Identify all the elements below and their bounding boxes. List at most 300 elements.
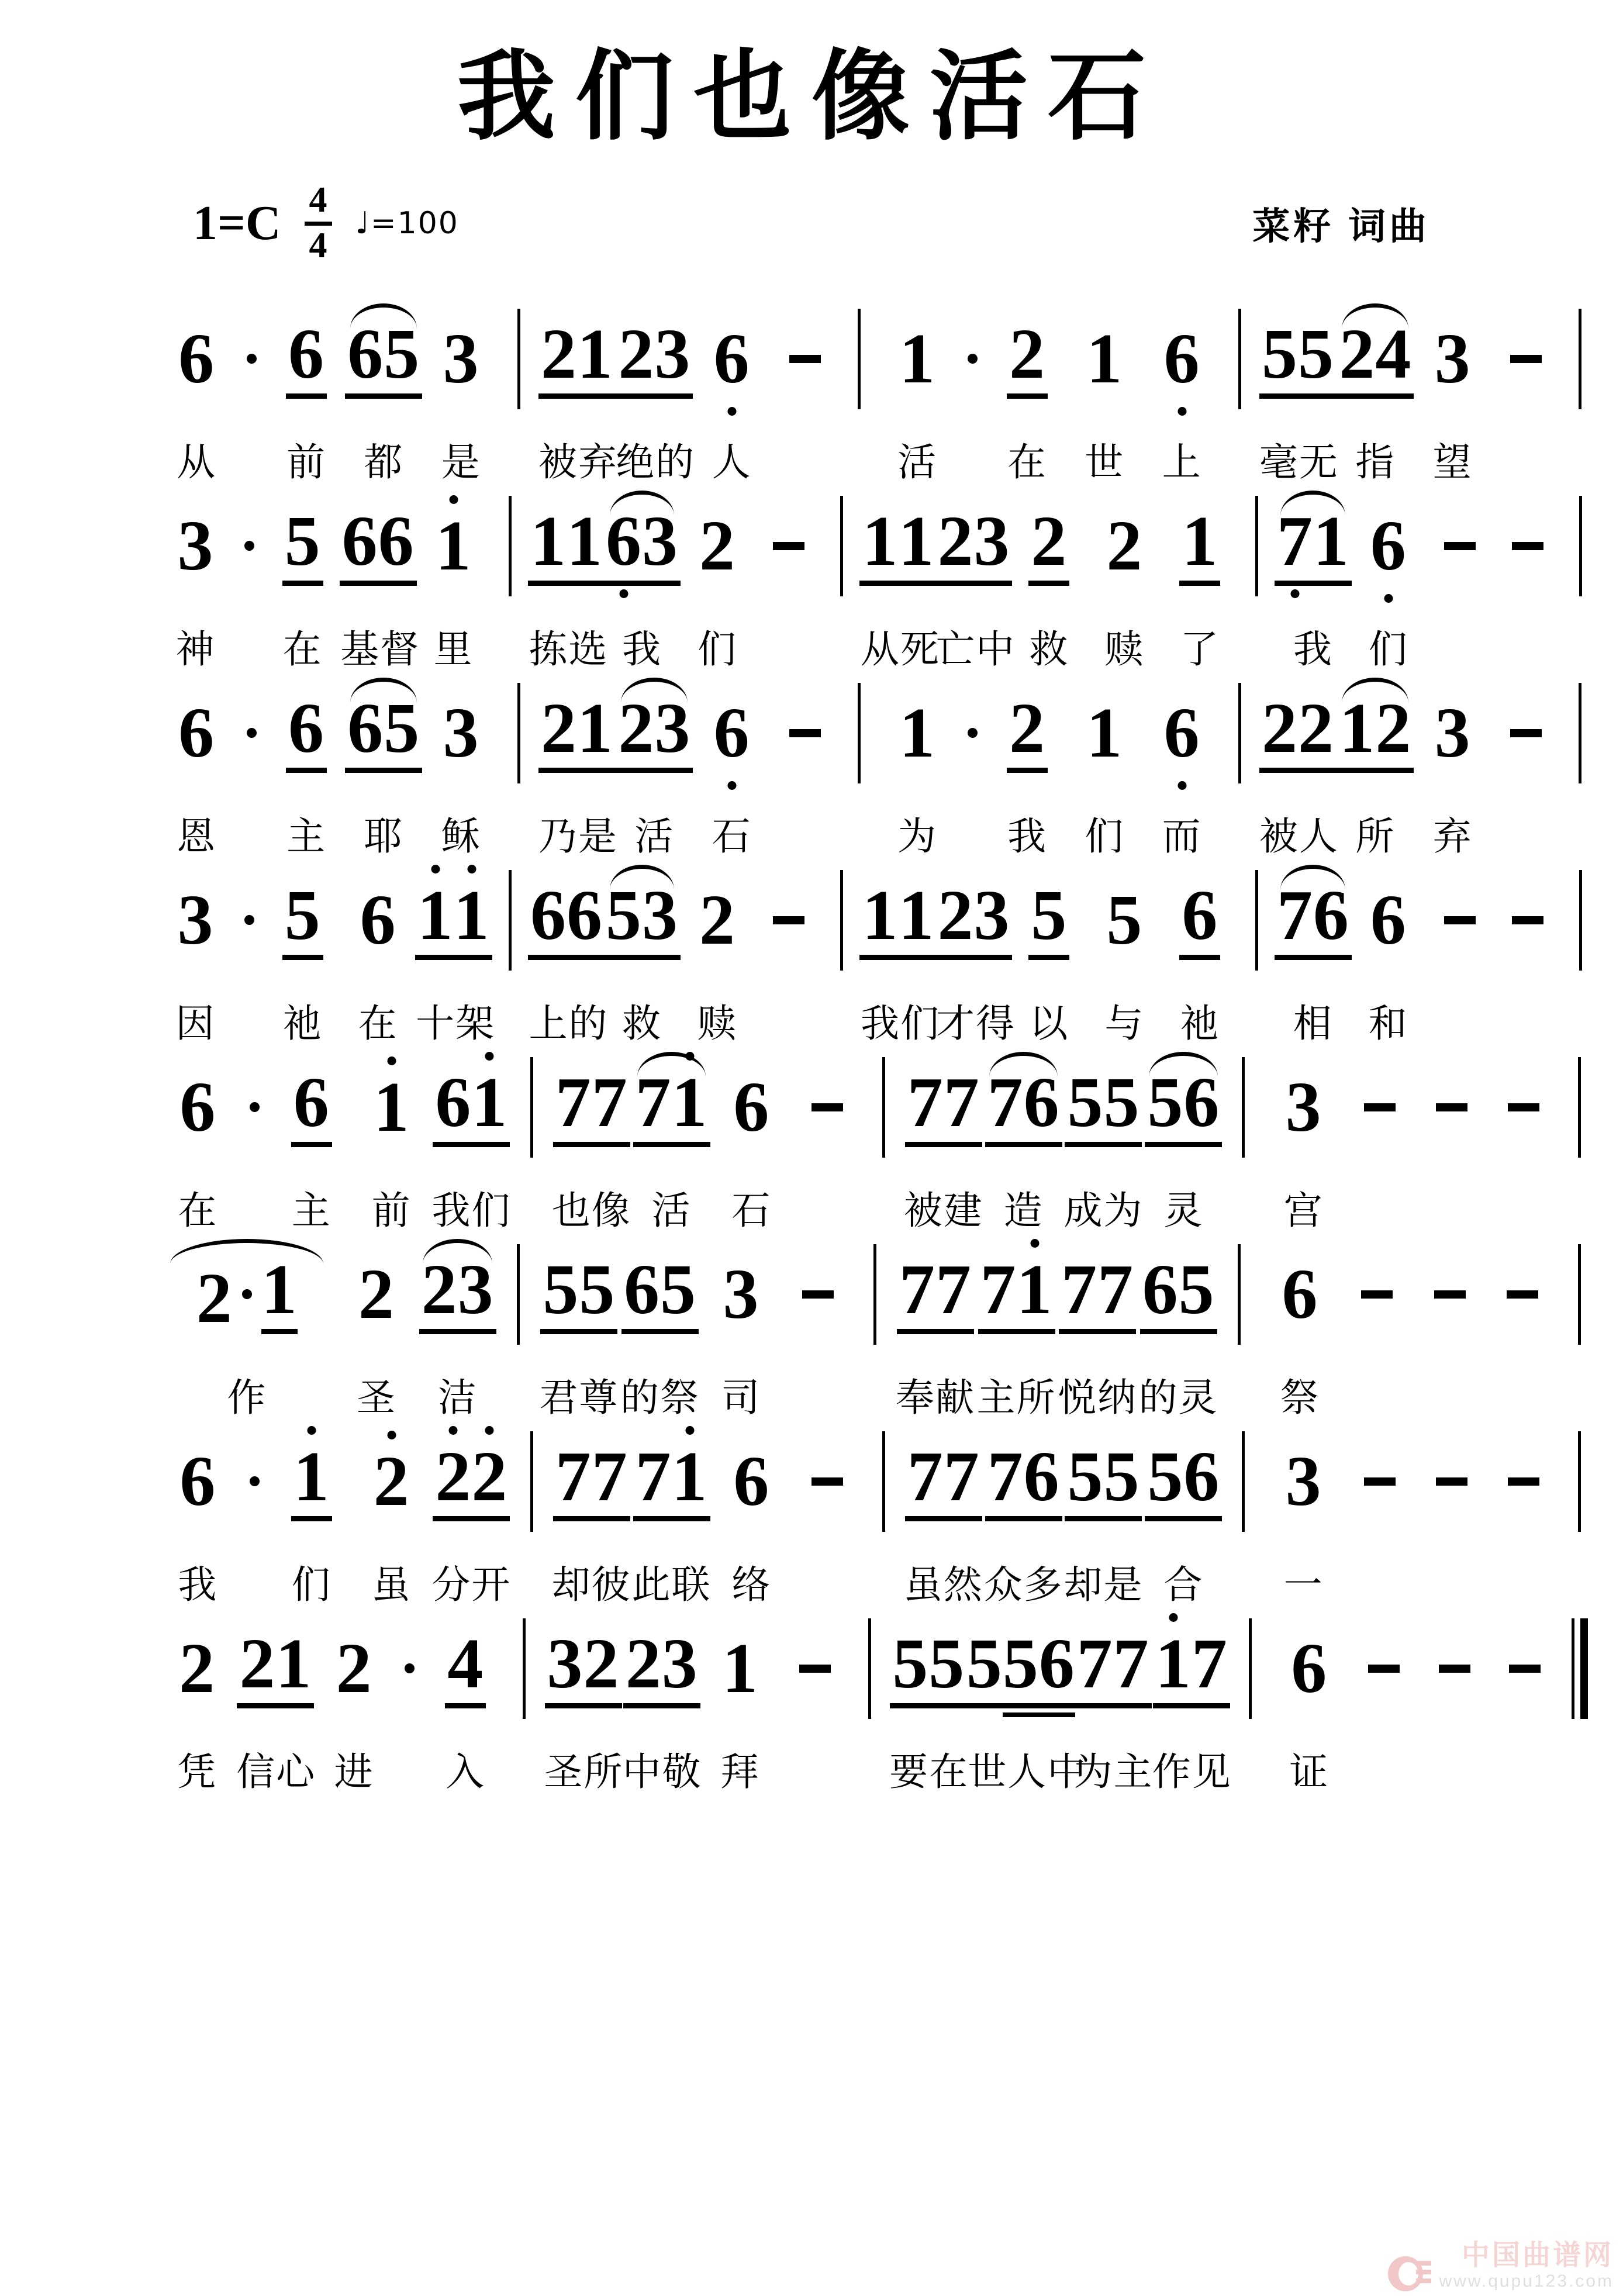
note-digit: 7 bbox=[591, 1063, 628, 1142]
lyric-syllable: 在 bbox=[282, 627, 323, 671]
note-area bbox=[416, 865, 491, 976]
lyric-syllable: 里 bbox=[433, 627, 474, 671]
music-system bbox=[158, 1426, 1600, 1606]
endbar-cell bbox=[1560, 1613, 1600, 1724]
note-group bbox=[433, 1437, 510, 1521]
note-cell bbox=[351, 1052, 431, 1232]
note-cell bbox=[861, 865, 940, 1045]
note-group bbox=[528, 876, 605, 960]
note-cell bbox=[895, 1239, 976, 1419]
lyric-syllable: 一 bbox=[1283, 1562, 1324, 1606]
note-digit: 1 bbox=[567, 502, 603, 581]
note-digit: 6 bbox=[713, 319, 750, 398]
note-group bbox=[964, 1624, 1078, 1708]
note-area bbox=[1231, 1613, 1270, 1724]
duration-dash bbox=[1512, 916, 1543, 924]
note-digit: 6 bbox=[733, 1441, 770, 1521]
note-area bbox=[1561, 303, 1600, 415]
lyric-syllable: 要在 bbox=[889, 1749, 969, 1793]
note-group bbox=[282, 876, 323, 960]
note-digit: 2 bbox=[421, 1250, 458, 1330]
lyric-syllable: 望 bbox=[1432, 440, 1473, 484]
bar-cell bbox=[1224, 1426, 1263, 1537]
duration-dash bbox=[1508, 1103, 1539, 1111]
note-digit: 6 bbox=[1038, 1624, 1075, 1704]
watermark-site-name: 中国曲谱网 bbox=[1461, 2240, 1614, 2271]
note-cell bbox=[1275, 491, 1351, 671]
barline bbox=[882, 1431, 885, 1532]
note-cell bbox=[903, 1426, 983, 1606]
note-digit: 3 bbox=[1285, 1067, 1322, 1147]
duration-dash bbox=[1444, 916, 1476, 924]
note-area bbox=[500, 678, 538, 789]
note-cell bbox=[268, 678, 345, 858]
note-area bbox=[782, 1239, 855, 1350]
music-system bbox=[158, 1052, 1600, 1232]
note-cell bbox=[340, 865, 416, 1045]
note-digit: 7 bbox=[899, 1250, 935, 1330]
note-cell bbox=[693, 678, 770, 858]
note-group bbox=[433, 1063, 510, 1147]
note-digit: 2 bbox=[937, 502, 974, 581]
lyric-syllable: 祂 bbox=[1180, 1001, 1220, 1045]
note-digit: 1 bbox=[471, 1063, 508, 1142]
tempo-marking: ♩=100 bbox=[355, 205, 459, 241]
note-area bbox=[1066, 303, 1143, 415]
note-area bbox=[551, 1426, 631, 1537]
lyric-syllable: 是 bbox=[441, 440, 481, 484]
note-area bbox=[268, 303, 345, 415]
note-digit: 2 bbox=[699, 880, 735, 959]
barline bbox=[873, 1244, 876, 1345]
barline bbox=[517, 1244, 520, 1345]
note-cell bbox=[158, 303, 235, 484]
note-cell bbox=[1162, 865, 1238, 1045]
barline bbox=[509, 870, 512, 971]
lyric-syllable: 们 bbox=[291, 1562, 331, 1606]
note-group bbox=[177, 1628, 217, 1708]
lyric-syllable: 以 bbox=[1029, 1001, 1069, 1045]
lyric-syllable: 我 bbox=[1007, 814, 1047, 858]
bar-cell bbox=[840, 678, 879, 789]
note-area bbox=[235, 303, 268, 415]
note-digit: 6 bbox=[623, 1250, 660, 1330]
duration-dash bbox=[1439, 1665, 1470, 1673]
barline bbox=[523, 1618, 526, 1719]
note-cell bbox=[1066, 678, 1143, 858]
note-group bbox=[1145, 1063, 1222, 1147]
note-digit: 2 bbox=[618, 689, 655, 768]
note-area bbox=[1143, 678, 1220, 789]
note-area bbox=[431, 1052, 512, 1163]
note-group bbox=[1028, 502, 1069, 586]
bar-cell bbox=[1562, 491, 1599, 602]
lyric-syllable: 造 bbox=[1003, 1188, 1044, 1232]
note-group bbox=[897, 693, 938, 772]
note-group bbox=[1283, 1441, 1324, 1521]
lyric-syllable: 主所 bbox=[976, 1375, 1056, 1419]
note-area bbox=[879, 303, 956, 415]
note-area bbox=[620, 1239, 701, 1350]
duration-dash bbox=[1436, 1477, 1467, 1486]
note-digit: 2 bbox=[583, 1624, 620, 1704]
dash-cell bbox=[1413, 1239, 1486, 1350]
note-group bbox=[1275, 502, 1352, 586]
note-area bbox=[679, 865, 755, 976]
note-cell bbox=[1011, 491, 1087, 671]
bar-cell bbox=[500, 303, 538, 415]
note-group bbox=[1283, 1067, 1324, 1147]
dash-cell bbox=[1491, 303, 1561, 415]
barline bbox=[509, 496, 512, 596]
note-group bbox=[623, 1624, 700, 1708]
note-group bbox=[340, 502, 417, 586]
note-area bbox=[422, 678, 499, 789]
note-group bbox=[553, 1437, 630, 1521]
note-area bbox=[1066, 678, 1143, 789]
note-area bbox=[631, 1052, 712, 1163]
note-area bbox=[840, 303, 879, 415]
note-group bbox=[1007, 689, 1048, 773]
lyric-syllable: 我 bbox=[1293, 627, 1333, 671]
note-cell bbox=[879, 303, 956, 484]
note-digit: 1 bbox=[722, 1628, 759, 1708]
barline bbox=[1578, 1057, 1581, 1158]
lyric-syllable: 耶 bbox=[364, 814, 404, 858]
note-area bbox=[616, 303, 693, 415]
dash-cell bbox=[771, 678, 840, 789]
note-area bbox=[1138, 1239, 1219, 1350]
lyric-syllable: 拣选 bbox=[529, 627, 609, 671]
note-digit: 3 bbox=[973, 876, 1010, 955]
bar-cell bbox=[491, 491, 529, 602]
note-group bbox=[1275, 876, 1352, 960]
note-cell bbox=[935, 865, 1016, 1045]
note-area bbox=[701, 1613, 779, 1724]
note-group bbox=[528, 502, 605, 586]
lyric-syllable: 救 bbox=[621, 1001, 662, 1045]
note-area bbox=[422, 303, 499, 415]
lyric-syllable: 进 bbox=[334, 1749, 374, 1793]
note-digit: 1 bbox=[530, 502, 567, 581]
note-cell bbox=[351, 1426, 431, 1606]
lyric-syllable: 灵 bbox=[1163, 1188, 1204, 1232]
lyric-syllable: 所 bbox=[1355, 814, 1396, 858]
note-area bbox=[235, 678, 268, 789]
note-area bbox=[544, 1613, 622, 1724]
note-cell bbox=[1087, 865, 1162, 1045]
bar-cell bbox=[1221, 303, 1259, 415]
lyric-syllable: 救 bbox=[1029, 627, 1069, 671]
note-cell bbox=[1152, 1613, 1232, 1793]
note-area bbox=[1263, 1052, 1344, 1163]
score-header bbox=[193, 174, 1430, 273]
note-digit: 2 bbox=[541, 315, 578, 394]
note-digit: 6 bbox=[713, 693, 750, 772]
note-group bbox=[345, 689, 422, 773]
note-cell bbox=[268, 303, 345, 484]
score bbox=[158, 303, 1600, 1793]
note-area bbox=[1337, 303, 1414, 415]
dash-cell bbox=[1490, 1613, 1560, 1724]
note-digit: 6 bbox=[288, 315, 324, 394]
note-area bbox=[1162, 865, 1238, 976]
note-cell bbox=[422, 303, 499, 484]
note-digit: 2 bbox=[1375, 689, 1412, 768]
note-digit: 5 bbox=[543, 1250, 579, 1330]
note-digit: 3 bbox=[723, 1254, 759, 1334]
note-digit: 5 bbox=[1103, 1437, 1140, 1517]
note-cell bbox=[935, 491, 1016, 671]
note-area bbox=[1562, 865, 1599, 976]
note-cell bbox=[271, 1426, 351, 1606]
note-group bbox=[720, 1628, 761, 1708]
dash-cell bbox=[1344, 1052, 1415, 1163]
dot-cell bbox=[238, 1426, 271, 1537]
note-digit: 2 bbox=[435, 1437, 472, 1517]
note-cell bbox=[989, 303, 1066, 484]
music-system bbox=[158, 491, 1600, 671]
note-digit: 6 bbox=[1370, 506, 1407, 585]
lyric-syllable: 相 bbox=[1293, 1001, 1333, 1045]
note-area bbox=[345, 303, 422, 415]
qupu-logo-icon bbox=[1388, 2256, 1423, 2291]
note-digit: 3 bbox=[1434, 319, 1471, 398]
bar-cell bbox=[1238, 491, 1275, 602]
note-group bbox=[697, 506, 738, 585]
note-cell bbox=[416, 491, 491, 671]
note-group bbox=[358, 880, 399, 959]
note-group bbox=[553, 1063, 630, 1147]
note-group bbox=[371, 1441, 412, 1521]
note-digit: 1 bbox=[898, 876, 935, 955]
note-cell bbox=[551, 1052, 631, 1232]
note-area bbox=[1426, 865, 1494, 976]
lyric-syllable: 奉献 bbox=[896, 1375, 975, 1419]
dash-cell bbox=[771, 303, 840, 415]
note-digit: 7 bbox=[907, 1063, 944, 1142]
note-group bbox=[1162, 693, 1203, 772]
note-area bbox=[1344, 1052, 1415, 1163]
bar-cell bbox=[498, 1239, 538, 1350]
note-area bbox=[431, 1426, 512, 1537]
note-area bbox=[1221, 303, 1259, 415]
music-system bbox=[158, 1239, 1600, 1419]
note-cell bbox=[889, 1613, 969, 1793]
note-group bbox=[985, 1437, 1062, 1521]
note-area bbox=[779, 1613, 850, 1724]
note-digit: 2 bbox=[358, 1254, 395, 1334]
note-digit: 1 bbox=[1016, 1250, 1053, 1330]
lyric-syllable: 合 bbox=[1163, 1562, 1204, 1606]
note-digit: 3 bbox=[443, 319, 479, 398]
lyric-syllable: 赎 bbox=[1104, 627, 1145, 671]
note-area bbox=[755, 865, 823, 976]
note-area bbox=[792, 1426, 864, 1537]
time-signature-numerator: 4 bbox=[305, 181, 332, 226]
note-digit: 7 bbox=[935, 1250, 972, 1330]
bar-cell bbox=[1561, 678, 1600, 789]
note-digit: 1 bbox=[898, 502, 935, 581]
note-area bbox=[158, 1613, 236, 1724]
note-digit: 2 bbox=[541, 689, 578, 768]
note-area bbox=[158, 678, 235, 789]
note-digit: 5 bbox=[1067, 1437, 1104, 1517]
note-area bbox=[850, 1613, 889, 1724]
note-group bbox=[935, 876, 1012, 960]
lyric-syllable: 祭 bbox=[1280, 1375, 1320, 1419]
music-system bbox=[158, 303, 1600, 484]
note-group bbox=[1432, 319, 1473, 398]
note-digit: 6 bbox=[179, 1441, 216, 1521]
note-area bbox=[1275, 865, 1351, 976]
note-digit: 1 bbox=[453, 876, 490, 955]
note-area bbox=[1263, 1426, 1344, 1537]
note-digit: 7 bbox=[943, 1437, 980, 1517]
note-group bbox=[1065, 1437, 1142, 1521]
note-digit: 3 bbox=[1434, 693, 1471, 772]
note-digit: 6 bbox=[293, 1063, 330, 1142]
note-area bbox=[854, 1239, 895, 1350]
lyric-syllable: 信心 bbox=[236, 1749, 316, 1793]
note-area bbox=[936, 491, 1011, 602]
note-cell bbox=[1143, 303, 1220, 484]
note-group bbox=[419, 1250, 496, 1334]
duration-dash bbox=[1444, 542, 1476, 550]
note-area bbox=[491, 865, 529, 976]
note-area bbox=[271, 1426, 351, 1537]
lyric-syllable: 却是 bbox=[1063, 1562, 1144, 1606]
note-group bbox=[859, 876, 937, 960]
note-area bbox=[1224, 1052, 1263, 1163]
note-digit: 6 bbox=[733, 1067, 770, 1147]
note-digit: 3 bbox=[641, 502, 678, 581]
note-area bbox=[1487, 1426, 1559, 1537]
note-digit: 3 bbox=[654, 315, 691, 394]
note-cell bbox=[422, 678, 499, 858]
barline bbox=[1242, 1057, 1245, 1158]
note-area bbox=[158, 865, 233, 976]
lyric-syllable: 也像 bbox=[551, 1188, 631, 1232]
barline bbox=[1579, 309, 1581, 409]
note-cell bbox=[1337, 303, 1414, 484]
note-digit: 2 bbox=[1031, 502, 1068, 581]
note-area bbox=[529, 491, 605, 602]
note-cell bbox=[1162, 491, 1238, 671]
bar-cell bbox=[1231, 1613, 1270, 1724]
note-digit: 1 bbox=[1086, 693, 1123, 772]
lyric-syllable: 绝的 bbox=[616, 440, 696, 484]
note-digit: 6 bbox=[1142, 1250, 1179, 1330]
note-cell bbox=[158, 1239, 336, 1419]
lyric-syllable: 圣所 bbox=[544, 1749, 624, 1793]
bar-cell bbox=[1559, 1426, 1599, 1537]
augmentation-dot-icon bbox=[968, 728, 978, 738]
note-group bbox=[538, 689, 616, 773]
augmentation-dot-icon bbox=[247, 354, 257, 364]
lyric-syllable: 为主 bbox=[1073, 1749, 1154, 1793]
lyric-syllable: 络 bbox=[731, 1562, 772, 1606]
barline bbox=[858, 683, 861, 783]
note-area bbox=[1219, 1239, 1259, 1350]
note-digit: 1 bbox=[862, 502, 899, 581]
note-area bbox=[158, 491, 233, 602]
lyric-syllable: 世人中 bbox=[968, 1749, 1087, 1793]
note-area bbox=[956, 678, 989, 789]
note-cell bbox=[1259, 678, 1339, 858]
note-digit: 6 bbox=[179, 1067, 216, 1147]
note-digit: 1 bbox=[261, 1254, 298, 1334]
note-area bbox=[1152, 1613, 1231, 1724]
lyric-syllable: 上 bbox=[1162, 440, 1202, 484]
note-cell bbox=[529, 491, 609, 671]
note-group bbox=[194, 1250, 300, 1338]
dot-cell bbox=[235, 303, 268, 415]
note-area bbox=[1413, 1239, 1486, 1350]
note-cell bbox=[158, 865, 233, 1045]
dash-cell bbox=[1426, 865, 1494, 976]
note-group bbox=[345, 315, 422, 399]
note-digit: 7 bbox=[1097, 1250, 1134, 1330]
note-group bbox=[721, 1254, 762, 1334]
lyric-syllable: 才得 bbox=[935, 1001, 1016, 1045]
note-digit: 7 bbox=[1113, 1624, 1149, 1704]
note-digit: 7 bbox=[1276, 876, 1313, 955]
dash-cell bbox=[1415, 1052, 1487, 1163]
bar-cell bbox=[512, 1426, 551, 1537]
bar-cell bbox=[1219, 1239, 1259, 1350]
lyric-syllable: 十架 bbox=[416, 1001, 496, 1045]
lyric-syllable: 们 bbox=[697, 627, 737, 671]
note-area bbox=[1221, 678, 1259, 789]
note-group bbox=[1337, 689, 1414, 773]
note-digit: 7 bbox=[987, 1437, 1024, 1517]
duration-dash bbox=[811, 1103, 843, 1111]
note-group bbox=[175, 880, 216, 959]
lyric-syllable: 众多 bbox=[983, 1562, 1063, 1606]
note-group bbox=[1145, 1437, 1222, 1521]
lyric-syllable: 司 bbox=[721, 1375, 761, 1419]
final-barline bbox=[1572, 1618, 1588, 1719]
note-digit: 7 bbox=[1076, 1624, 1113, 1704]
note-group bbox=[1084, 693, 1125, 772]
measure-row bbox=[158, 678, 1600, 858]
lyric-syllable: 虽 bbox=[371, 1562, 412, 1606]
measure-row bbox=[158, 1052, 1600, 1232]
barline bbox=[530, 1431, 533, 1532]
note-cell bbox=[315, 1613, 393, 1793]
duration-dash bbox=[1510, 355, 1542, 363]
note-group bbox=[1162, 319, 1203, 398]
music-system bbox=[158, 865, 1600, 1045]
note-area bbox=[623, 1613, 701, 1724]
note-area bbox=[968, 1613, 1073, 1724]
note-digit: 1 bbox=[1313, 502, 1349, 581]
note-cell bbox=[1263, 1052, 1344, 1232]
note-group bbox=[633, 1063, 710, 1147]
note-area bbox=[158, 1239, 336, 1350]
note-area bbox=[1238, 865, 1275, 976]
note-digit: 1 bbox=[1339, 689, 1376, 768]
lyric-syllable: 证 bbox=[1289, 1749, 1330, 1793]
barline bbox=[1249, 1618, 1252, 1719]
note-digit: 1 bbox=[1155, 1624, 1192, 1704]
note-area bbox=[268, 678, 345, 789]
note-digit: 1 bbox=[671, 1437, 708, 1517]
note-group bbox=[1007, 315, 1048, 399]
note-group bbox=[697, 880, 738, 959]
note-group bbox=[415, 876, 492, 960]
